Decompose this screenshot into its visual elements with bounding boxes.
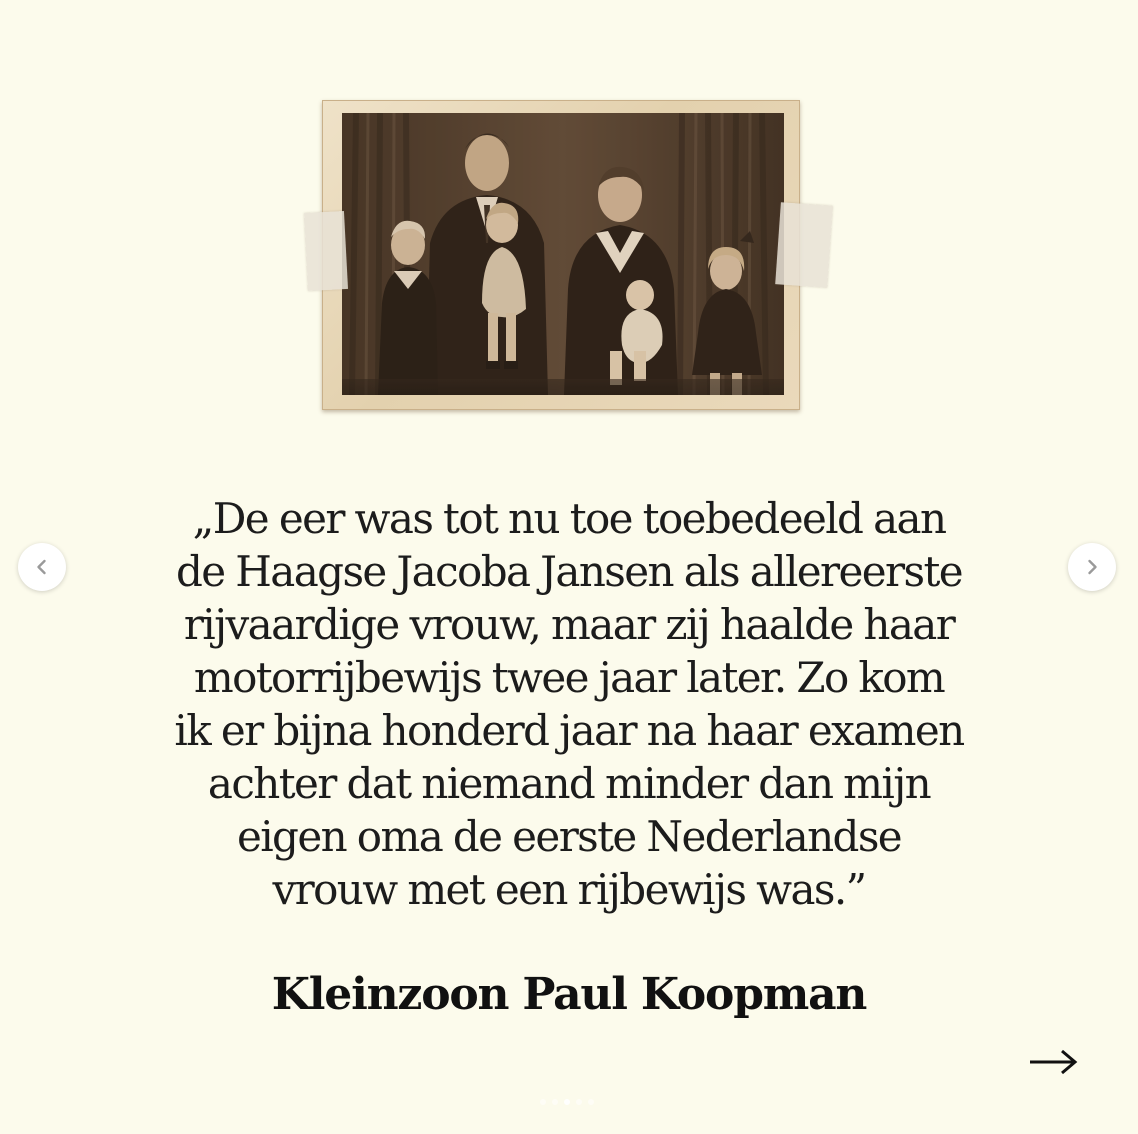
arrow-right-icon (1026, 1042, 1082, 1082)
quote-line: motorrijbewijs twee jaar later. Zo kom (193, 653, 945, 702)
quote-line: achter dat niemand minder dan mijn (207, 759, 931, 808)
vintage-family-photo (322, 100, 800, 410)
tape-strip (775, 202, 833, 287)
family-portrait-image (342, 113, 784, 395)
tape-strip (304, 211, 348, 291)
chevron-right-icon (1081, 556, 1103, 578)
carousel-next-button[interactable] (1068, 543, 1116, 591)
quote-line: ik er bijna honderd jaar na haar examen (174, 706, 964, 755)
carousel-dot[interactable] (588, 1099, 594, 1105)
quote-line: rijvaardige vrouw, maar zij haalde haar (183, 600, 955, 649)
quote-line: „De eer was tot nu toe toebedeeld aan (192, 494, 946, 543)
quote-text (150, 492, 988, 916)
carousel-dot-active[interactable] (564, 1099, 570, 1105)
carousel-dot[interactable] (552, 1099, 558, 1105)
quote-attribution: Kleinzoon Paul Koopman (271, 969, 867, 1020)
quote-line: vrouw met een rijbewijs was.” (272, 865, 866, 914)
carousel-pagination (527, 1097, 607, 1107)
carousel-prev-button[interactable] (18, 543, 66, 591)
quote-line: de Haagse Jacoba Jansen als allereerste (175, 547, 963, 596)
carousel-dot[interactable] (540, 1099, 546, 1105)
carousel-dot[interactable] (576, 1099, 582, 1105)
chevron-left-icon (31, 556, 53, 578)
quote-line: eigen oma de eerste Nederlandse (236, 812, 902, 861)
